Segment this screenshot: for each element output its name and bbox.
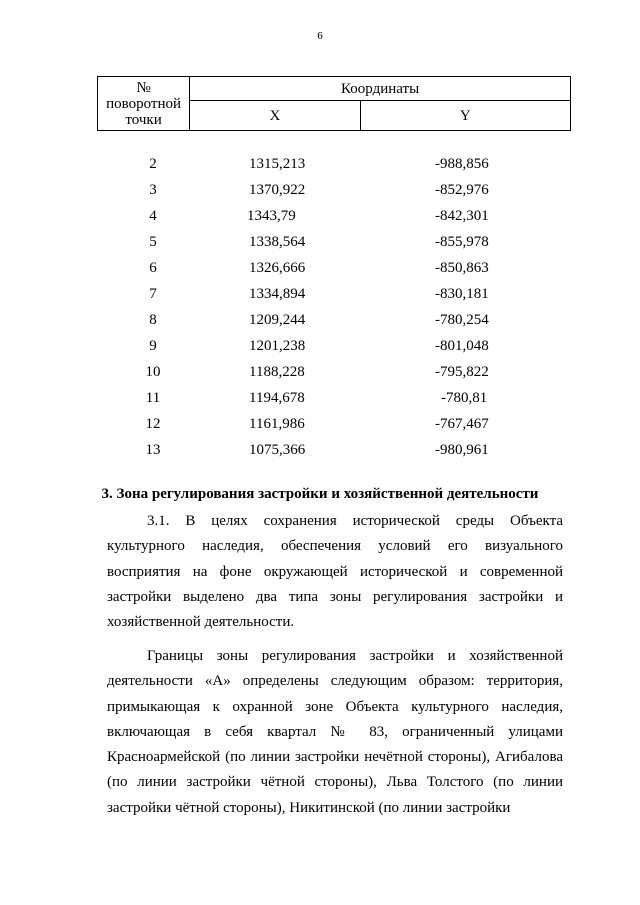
coordinate-x: 1209,244 — [249, 312, 306, 328]
coordinate-y: -855,978 — [435, 234, 489, 250]
coordinate-y: -852,976 — [435, 182, 489, 198]
coordinate-y: -842,301 — [435, 208, 489, 224]
coordinates-rows — [97, 154, 571, 466]
coordinate-y: -988,856 — [435, 156, 489, 172]
table-row — [97, 206, 571, 232]
section-heading: 3. Зона регулирования застройки и хозяйственной деятельности — [101, 486, 539, 502]
table-row — [97, 336, 571, 362]
coordinate-y: -780,254 — [435, 312, 489, 328]
coordinate-x: 1338,564 — [249, 234, 306, 250]
header-x: X — [190, 101, 360, 131]
point-number: 7 — [149, 286, 157, 302]
coordinate-y: -795,822 — [435, 364, 489, 380]
table-row — [97, 388, 571, 414]
coordinate-x: 1370,922 — [249, 182, 306, 198]
coordinate-x: 1201,238 — [249, 338, 306, 354]
page-number: 6 — [317, 30, 323, 42]
point-number: 12 — [145, 416, 161, 432]
coordinate-y: -850,863 — [435, 260, 489, 276]
coordinate-x: 1334,894 — [249, 286, 306, 302]
coordinate-x: 1188,228 — [249, 364, 305, 380]
table-row — [97, 362, 571, 388]
paragraph-2: Границы зоны регулирования застройки и хозяйственной деятельности «А» определены следующим образом: территория, примыкающая к охранной зоне Объекта культурного наследия, включающая в себя квартал № 83, ограниченный улицами Красноармейской (по линии застройки нечётной стороны), Агибалова (по линии застройки чётной стороны), Льва Толстого (по линии застройки чётной стороны), Никитинской (по линии застройки — [107, 648, 563, 816]
coordinate-x: 1161,986 — [249, 416, 305, 432]
table-row — [97, 440, 571, 466]
paragraph-1: 3.1. В целях сохранения исторической среды Объекта культурного наследия, обеспечения условий его визуального восприятия на фоне окружающей исторической и современной застройки выделено два типа зоны регулирования застройки и хозяйственной деятельности. — [107, 513, 563, 631]
table-row — [97, 310, 571, 336]
coordinates-table-header — [97, 76, 571, 131]
point-number: 9 — [149, 338, 157, 354]
table-row — [97, 414, 571, 440]
coordinate-y: -801,048 — [435, 338, 489, 354]
coordinate-x: 1075,366 — [249, 442, 306, 458]
point-number: 6 — [149, 260, 157, 276]
header-point-number: № поворотной точки — [98, 77, 190, 131]
coordinate-y: -780,81 — [441, 390, 488, 406]
point-number: 8 — [149, 312, 157, 328]
coordinate-x: 1326,666 — [249, 260, 306, 276]
coordinate-y: -980,961 — [435, 442, 489, 458]
coordinate-x: 1315,213 — [249, 156, 306, 172]
point-number: 5 — [149, 234, 157, 250]
table-row — [97, 154, 571, 180]
header-coordinates: Координаты — [190, 77, 571, 101]
table-row — [97, 180, 571, 206]
table-row — [97, 258, 571, 284]
point-number: 10 — [145, 364, 161, 380]
coordinate-y: -830,181 — [435, 286, 489, 302]
point-number: 2 — [149, 156, 157, 172]
coordinate-x: 1343,79 — [247, 208, 296, 224]
point-number: 3 — [149, 182, 157, 198]
point-number: 4 — [149, 208, 157, 224]
table-row — [97, 232, 571, 258]
coordinate-x: 1194,678 — [249, 390, 305, 406]
table-row — [97, 284, 571, 310]
point-number: 11 — [145, 390, 161, 406]
point-number: 13 — [145, 442, 161, 458]
header-y: Y — [360, 101, 570, 131]
coordinate-y: -767,467 — [435, 416, 489, 432]
